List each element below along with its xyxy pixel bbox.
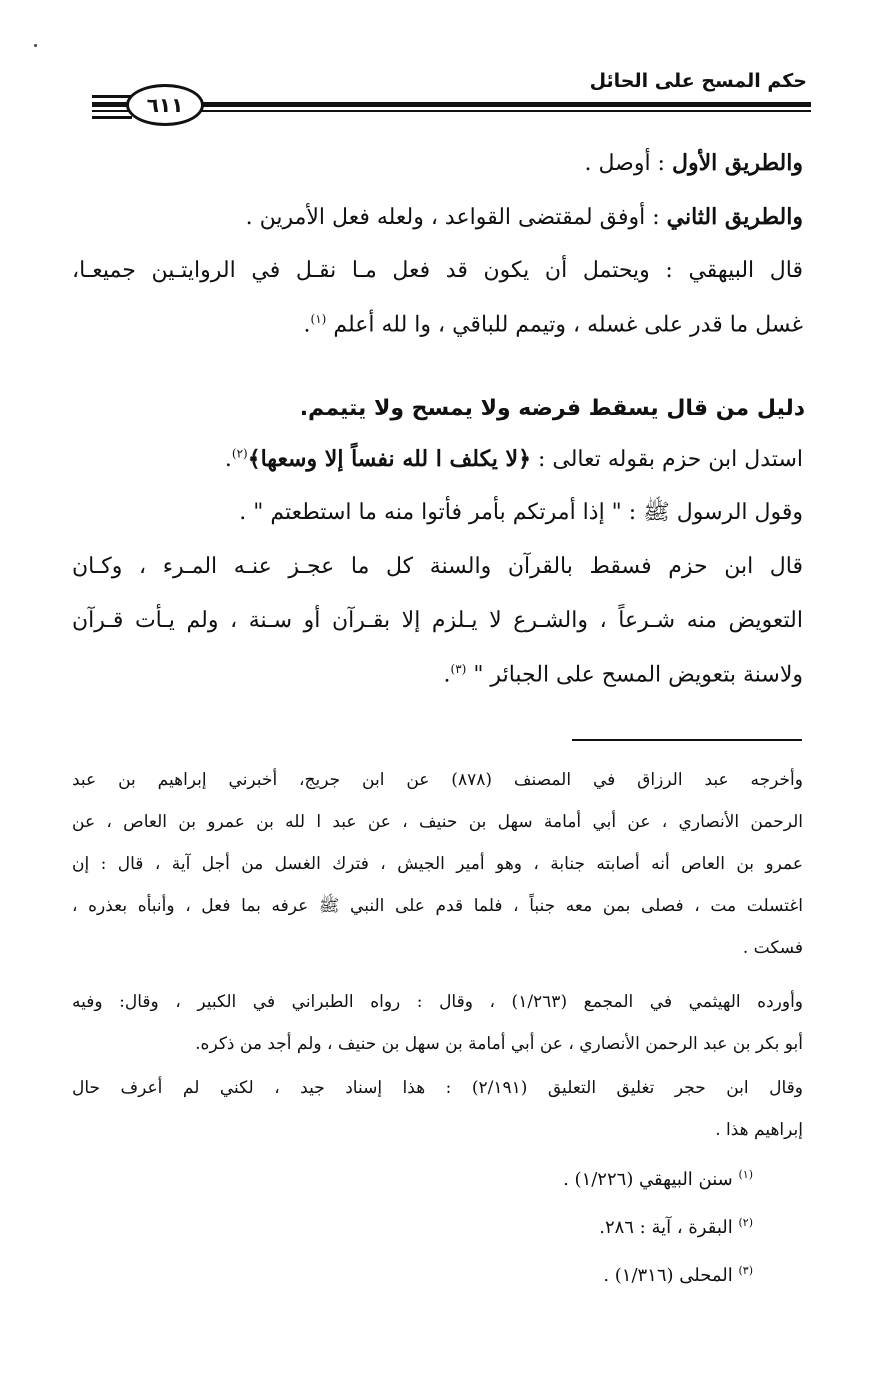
page-number: ٦١١	[146, 93, 184, 117]
text-run: ولاسنة بتعويض المسح على الجبائر "	[466, 662, 803, 688]
reference-text: سنن البيهقي (١/٢٢٦) .	[563, 1169, 739, 1190]
footnote-line-8: وقال ابن حجر تغليق التعليق (٢/١٩١) : هذا إسناد جيد ، لكني لم أعرف حال	[72, 1078, 803, 1098]
text-line-2	[246, 204, 803, 231]
text-line-1	[585, 150, 804, 177]
reference-text: المحلى (١/٣١٦) .	[603, 1265, 739, 1286]
section-heading: دليل من قال يسقط فرضه ولا يمسح ولا يتيمم.	[299, 396, 805, 421]
text-line-5	[225, 446, 803, 473]
footnote-line-4: اغتسلت مت ، فصلى بمن معه جنباً ، فلما قدم على النبي ﷺ عرفه بما فعل ، وأنبأه بعذره ،	[72, 896, 803, 916]
bold-term: والطريق الثاني	[666, 204, 803, 230]
text-run: .	[224, 447, 232, 472]
text-run: : أوفق لمقتضى القواعد ، ولعله فعل الأمرين .	[245, 205, 667, 230]
text-line-6: وقول الرسول ﷺ : " إذا أمرتكم بأمر فأتوا منه ما استطعتم " .	[239, 500, 803, 525]
text-run: : أوصل .	[584, 151, 672, 176]
text-run: .	[303, 312, 311, 338]
text-line-4	[304, 312, 803, 339]
header-rule-left-bottom	[92, 116, 132, 119]
text-line-8: التعويض منه شـرعاً ، والشـرع لا يـلزم إلا بقـرآن أو سـنة ، ولم يـأت قـرآن	[72, 608, 803, 633]
reference-1	[563, 1168, 753, 1190]
footnote-line-2: الرحمن الأنصاري ، عن أبي أمامة سهل بن حنيف ، عن عبد ا لله بن عمرو بن العاص ، عن	[72, 812, 803, 832]
footnote-line-6: وأورده الهيثمي في المجمع (١/٢٦٣) ، وقال : رواه الطبراني في الكبير ، وقال: وفيه	[72, 992, 804, 1012]
footnote-line-7: أبو بكر بن عبد الرحمن الأنصاري ، عن أبي أمامة بن سهل بن حنيف ، ولم أجد من ذكره.	[195, 1034, 803, 1054]
reference-2	[599, 1216, 753, 1238]
reference-number: (٣)	[738, 1264, 753, 1277]
running-header-title: حكم المسح على الحائل	[589, 70, 807, 92]
header-rule-left-top	[92, 95, 132, 98]
footnote-line-5: فسكت .	[742, 938, 803, 958]
reference-number: (١)	[738, 1168, 753, 1181]
footnote-marker: (٢)	[231, 446, 248, 461]
footnote-line-1: وأخرجه عبد الرزاق في المصنف (٨٧٨) عن ابن جريج، أخبرني إبراهيم بن عبد	[72, 770, 803, 790]
scan-speck	[34, 44, 37, 47]
text-line-7: قال ابن حزم فسقط بالقرآن والسنة كل ما عجـز عنـه المـرء ، وكـان	[72, 554, 803, 579]
text-line-3: قال البيهقي : ويحتمل أن يكون قد فعل مـا نقـل في الروايتـين جميعـا،	[72, 258, 803, 283]
footnote-separator	[572, 739, 802, 741]
footnote-marker: (١)	[310, 312, 327, 326]
quran-verse: ﴿لا يكلف ا لله نفساً إلا وسعها﴾	[247, 446, 531, 472]
reference-number: (٢)	[738, 1216, 753, 1229]
footnote-marker: (٣)	[450, 662, 467, 676]
text-run: .	[443, 662, 451, 688]
text-line-9	[444, 662, 804, 689]
reference-text: البقرة ، آية : ٢٨٦.	[599, 1217, 739, 1238]
page-number-badge	[126, 84, 204, 126]
text-run: غسل ما قدر على غسله ، وتيمم للباقي ، وا لله أعلم	[326, 312, 803, 338]
reference-3	[603, 1264, 753, 1286]
text-run: استدل ابن حزم بقوله تعالى :	[530, 447, 803, 472]
footnote-line-9: إبراهيم هذا .	[715, 1120, 803, 1140]
bold-term: والطريق الأول	[671, 150, 803, 176]
footnote-line-3: عمرو بن العاص أنه أصابته جنابة ، وهو أمير الجيش ، فترك الغسل من أجل آية ، قال : إن	[72, 854, 803, 874]
